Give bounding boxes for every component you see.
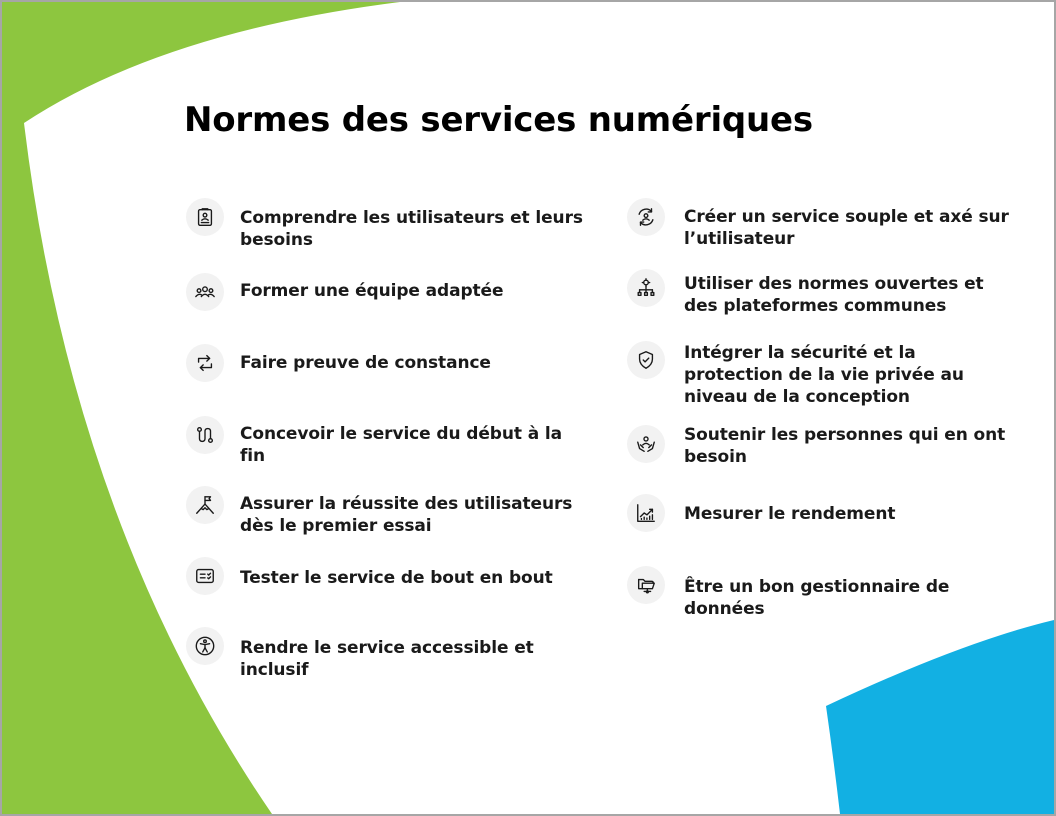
page-title: Normes des services numériques (184, 100, 813, 140)
item-label: Créer un service souple et axé sur l’utilisateur (684, 207, 1009, 249)
accessibility-icon (186, 627, 224, 665)
user-cycle-icon (627, 198, 665, 236)
item-label: Concevoir le service du début à la fin (240, 424, 562, 466)
item-label: Tester le service de bout en bout (240, 568, 553, 588)
item-label: Faire preuve de constance (240, 353, 491, 373)
clipboard-user-icon (186, 198, 224, 236)
support-hands-icon (627, 425, 665, 463)
network-gear-icon (627, 269, 665, 307)
summit-flag-icon (186, 486, 224, 524)
item-label: Intégrer la sécurité et la protection de la vie privée au niveau de la conception (684, 343, 964, 407)
blue-corner (826, 620, 1054, 814)
item-label: Soutenir les personnes qui en ont besoin (684, 425, 1006, 467)
chart-growth-icon (627, 494, 665, 532)
item-label: Utiliser des normes ouvertes et des plateformes communes (684, 274, 984, 316)
team-icon (186, 273, 224, 311)
item-label: Assurer la réussite des utilisateurs dès le premier essai (240, 494, 573, 536)
route-icon (186, 416, 224, 454)
repeat-icon (186, 344, 224, 382)
shield-check-icon (627, 341, 665, 379)
item-label: Être un bon gestionnaire de données (684, 577, 950, 619)
data-folder-icon (627, 566, 665, 604)
test-checklist-icon (186, 557, 224, 595)
item-label: Mesurer le rendement (684, 504, 896, 524)
item-label: Comprendre les utilisateurs et leurs besoins (240, 208, 583, 250)
item-label: Former une équipe adaptée (240, 281, 504, 301)
item-label: Rendre le service accessible et inclusif (240, 638, 534, 680)
